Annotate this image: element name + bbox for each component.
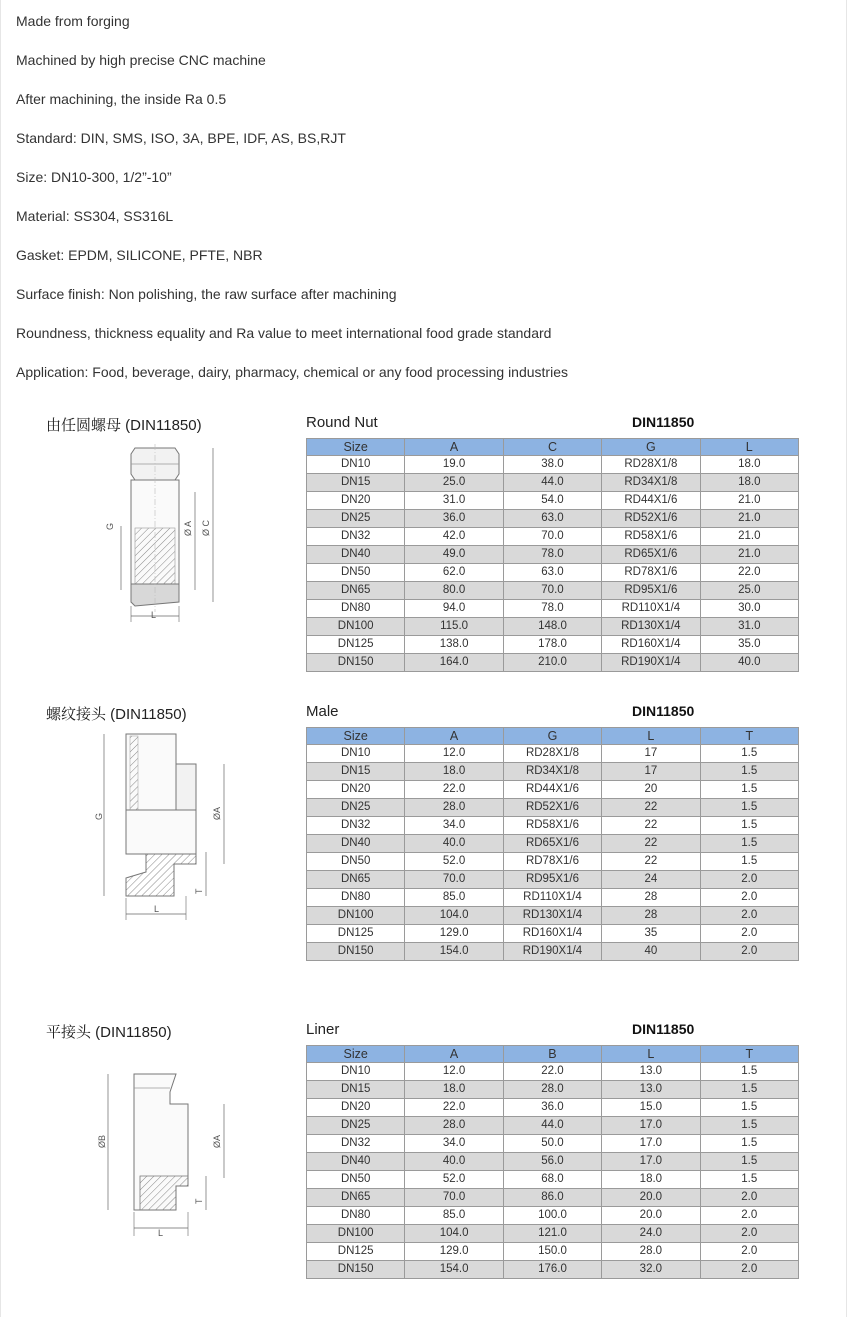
value-cell: 2.0: [700, 889, 798, 907]
value-cell: 121.0: [503, 1225, 601, 1243]
value-cell: 24: [602, 871, 700, 889]
value-cell: 30.0: [700, 600, 798, 618]
value-cell: RD52X1/6: [602, 510, 700, 528]
value-cell: 28: [602, 907, 700, 925]
size-cell: DN32: [307, 528, 405, 546]
spec-line-size: Size: DN10-300, 1/2”-10”: [16, 169, 172, 185]
value-cell: 17: [602, 745, 700, 763]
value-cell: 1.5: [700, 799, 798, 817]
round-nut-label-c: Ø C: [201, 519, 211, 536]
size-cell: DN80: [307, 889, 405, 907]
value-cell: 86.0: [503, 1189, 601, 1207]
size-cell: DN32: [307, 1135, 405, 1153]
value-cell: 54.0: [503, 492, 601, 510]
table-header-row: [307, 1046, 799, 1063]
table-row: [307, 1135, 799, 1153]
value-cell: 44.0: [503, 1117, 601, 1135]
value-cell: 40.0: [405, 835, 503, 853]
value-cell: 78.0: [503, 546, 601, 564]
liner-label-t: T: [194, 1198, 204, 1204]
value-cell: 25.0: [700, 582, 798, 600]
value-cell: RD44X1/6: [602, 492, 700, 510]
value-cell: 68.0: [503, 1171, 601, 1189]
male-title-cn: 螺纹接头 (DIN11850): [46, 706, 187, 723]
table-row: [307, 745, 799, 763]
value-cell: 148.0: [503, 618, 601, 636]
value-cell: 138.0: [405, 636, 503, 654]
value-cell: 12.0: [405, 1063, 503, 1081]
value-cell: 150.0: [503, 1243, 601, 1261]
liner-title-cn: 平接头 (DIN11850): [46, 1024, 172, 1041]
value-cell: 22.0: [700, 564, 798, 582]
table-row: [307, 1153, 799, 1171]
value-cell: 115.0: [405, 618, 503, 636]
size-cell: DN20: [307, 781, 405, 799]
value-cell: 100.0: [503, 1207, 601, 1225]
value-cell: RD65X1/6: [503, 835, 601, 853]
value-cell: 28.0: [503, 1081, 601, 1099]
column-header: A: [405, 728, 503, 745]
value-cell: 18.0: [405, 763, 503, 781]
size-cell: DN100: [307, 618, 405, 636]
size-cell: DN65: [307, 582, 405, 600]
value-cell: 1.5: [700, 835, 798, 853]
liner-label-l: L: [158, 1228, 164, 1238]
value-cell: 2.0: [700, 1225, 798, 1243]
size-cell: DN40: [307, 546, 405, 564]
table-header-row: [307, 439, 799, 456]
liner-drawing: [92, 1068, 242, 1243]
value-cell: 104.0: [405, 1225, 503, 1243]
value-cell: 129.0: [405, 925, 503, 943]
round-nut-label-a: Ø A: [183, 520, 193, 536]
male-label-a: ØA: [212, 806, 222, 820]
size-cell: DN15: [307, 1081, 405, 1099]
value-cell: 13.0: [602, 1081, 700, 1099]
liner-label-b: ØB: [97, 1134, 107, 1148]
value-cell: 13.0: [602, 1063, 700, 1081]
value-cell: RD190X1/4: [503, 943, 601, 961]
value-cell: 17: [602, 763, 700, 781]
value-cell: RD110X1/4: [503, 889, 601, 907]
value-cell: 50.0: [503, 1135, 601, 1153]
value-cell: 35: [602, 925, 700, 943]
value-cell: 15.0: [602, 1099, 700, 1117]
value-cell: 164.0: [405, 654, 503, 672]
value-cell: 210.0: [503, 654, 601, 672]
value-cell: 78.0: [503, 600, 601, 618]
value-cell: RD44X1/6: [503, 781, 601, 799]
round-nut-title-en: Round Nut: [306, 414, 378, 431]
size-cell: DN40: [307, 1153, 405, 1171]
value-cell: 1.5: [700, 1099, 798, 1117]
table-row: [307, 907, 799, 925]
spec-line-material: Material: SS304, SS316L: [16, 208, 174, 224]
male-label-g: G: [94, 812, 104, 820]
table-row: [307, 456, 799, 474]
value-cell: 17.0: [602, 1117, 700, 1135]
value-cell: RD160X1/4: [503, 925, 601, 943]
male-title-en: Male: [306, 703, 339, 720]
value-cell: 31.0: [700, 618, 798, 636]
value-cell: 38.0: [503, 456, 601, 474]
value-cell: 19.0: [405, 456, 503, 474]
value-cell: 34.0: [405, 817, 503, 835]
round-nut-standard: DIN11850: [632, 414, 695, 430]
value-cell: 35.0: [700, 636, 798, 654]
value-cell: 2.0: [700, 1261, 798, 1279]
value-cell: RD52X1/6: [503, 799, 601, 817]
table-row: [307, 781, 799, 799]
value-cell: 80.0: [405, 582, 503, 600]
size-cell: DN20: [307, 1099, 405, 1117]
column-header: Size: [307, 728, 405, 745]
value-cell: 28.0: [405, 1117, 503, 1135]
round-nut-title-cn: 由任圆螺母 (DIN11850): [46, 417, 202, 434]
size-cell: DN125: [307, 1243, 405, 1261]
value-cell: 32.0: [602, 1261, 700, 1279]
value-cell: 20.0: [602, 1207, 700, 1225]
column-header: L: [700, 439, 798, 456]
size-cell: DN100: [307, 907, 405, 925]
column-header: Size: [307, 439, 405, 456]
value-cell: RD190X1/4: [602, 654, 700, 672]
value-cell: 2.0: [700, 925, 798, 943]
size-cell: DN10: [307, 456, 405, 474]
value-cell: RD160X1/4: [602, 636, 700, 654]
table-row: [307, 600, 799, 618]
value-cell: 1.5: [700, 745, 798, 763]
value-cell: 21.0: [700, 510, 798, 528]
value-cell: 28.0: [602, 1243, 700, 1261]
table-row: [307, 492, 799, 510]
size-cell: DN150: [307, 1261, 405, 1279]
value-cell: 129.0: [405, 1243, 503, 1261]
value-cell: 154.0: [405, 943, 503, 961]
value-cell: RD58X1/6: [602, 528, 700, 546]
value-cell: 40: [602, 943, 700, 961]
value-cell: 40.0: [405, 1153, 503, 1171]
size-cell: DN65: [307, 871, 405, 889]
male-label-l: L: [154, 904, 160, 914]
column-header: A: [405, 439, 503, 456]
size-cell: DN10: [307, 745, 405, 763]
value-cell: 22: [602, 853, 700, 871]
value-cell: 85.0: [405, 1207, 503, 1225]
table-row: [307, 654, 799, 672]
value-cell: 22.0: [503, 1063, 601, 1081]
value-cell: 40.0: [700, 654, 798, 672]
table-row: [307, 564, 799, 582]
value-cell: 20.0: [602, 1189, 700, 1207]
value-cell: 21.0: [700, 528, 798, 546]
size-cell: DN20: [307, 492, 405, 510]
value-cell: RD34X1/8: [602, 474, 700, 492]
spec-line-forging: Made from forging: [16, 13, 130, 29]
value-cell: 31.0: [405, 492, 503, 510]
value-cell: RD130X1/4: [602, 618, 700, 636]
spec-line-machining: Machined by high precise CNC machine: [16, 52, 266, 68]
table-row: [307, 1117, 799, 1135]
size-cell: DN32: [307, 817, 405, 835]
spec-line-roundness: Roundness, thickness equality and Ra value to meet international food grade standard: [16, 325, 552, 341]
value-cell: 12.0: [405, 745, 503, 763]
value-cell: 85.0: [405, 889, 503, 907]
value-cell: 28: [602, 889, 700, 907]
value-cell: RD95X1/6: [602, 582, 700, 600]
size-cell: DN15: [307, 763, 405, 781]
table-row: [307, 636, 799, 654]
male-table: [306, 727, 799, 961]
table-row: [307, 799, 799, 817]
round-nut-table: [306, 438, 799, 672]
value-cell: 176.0: [503, 1261, 601, 1279]
table-row: [307, 871, 799, 889]
value-cell: 24.0: [602, 1225, 700, 1243]
value-cell: RD34X1/8: [503, 763, 601, 781]
spec-line-standard: Standard: DIN, SMS, ISO, 3A, BPE, IDF, AS, BS,RJT: [16, 130, 346, 146]
value-cell: 1.5: [700, 817, 798, 835]
male-drawing: [90, 728, 240, 923]
table-row: [307, 763, 799, 781]
value-cell: 1.5: [700, 1063, 798, 1081]
value-cell: 22: [602, 835, 700, 853]
table-row: [307, 582, 799, 600]
size-cell: DN50: [307, 1171, 405, 1189]
size-cell: DN25: [307, 1117, 405, 1135]
table-row: [307, 1261, 799, 1279]
value-cell: 63.0: [503, 564, 601, 582]
value-cell: 178.0: [503, 636, 601, 654]
value-cell: 18.0: [602, 1171, 700, 1189]
table-header-row: [307, 728, 799, 745]
size-cell: DN25: [307, 799, 405, 817]
table-row: [307, 835, 799, 853]
value-cell: 22.0: [405, 1099, 503, 1117]
value-cell: 21.0: [700, 492, 798, 510]
value-cell: 62.0: [405, 564, 503, 582]
size-cell: DN15: [307, 474, 405, 492]
size-cell: DN125: [307, 925, 405, 943]
size-cell: DN150: [307, 654, 405, 672]
column-header: Size: [307, 1046, 405, 1063]
column-header: L: [602, 728, 700, 745]
value-cell: RD110X1/4: [602, 600, 700, 618]
value-cell: 44.0: [503, 474, 601, 492]
table-row: [307, 618, 799, 636]
table-row: [307, 853, 799, 871]
spec-line-gasket: Gasket: EPDM, SILICONE, PFTE, NBR: [16, 247, 263, 263]
value-cell: 2.0: [700, 1207, 798, 1225]
value-cell: 1.5: [700, 1171, 798, 1189]
value-cell: RD95X1/6: [503, 871, 601, 889]
value-cell: 1.5: [700, 853, 798, 871]
table-row: [307, 510, 799, 528]
value-cell: 17.0: [602, 1153, 700, 1171]
value-cell: 1.5: [700, 1081, 798, 1099]
value-cell: 36.0: [503, 1099, 601, 1117]
size-cell: DN100: [307, 1225, 405, 1243]
liner-standard: DIN11850: [632, 1021, 695, 1037]
column-header: G: [602, 439, 700, 456]
value-cell: 22: [602, 817, 700, 835]
value-cell: 2.0: [700, 907, 798, 925]
size-cell: DN40: [307, 835, 405, 853]
value-cell: RD28X1/8: [602, 456, 700, 474]
table-row: [307, 1207, 799, 1225]
size-cell: DN65: [307, 1189, 405, 1207]
spec-line-application: Application: Food, beverage, dairy, pharmacy, chemical or any food processing industries: [16, 364, 568, 380]
size-cell: DN25: [307, 510, 405, 528]
value-cell: 63.0: [503, 510, 601, 528]
value-cell: 42.0: [405, 528, 503, 546]
round-nut-label-l: L: [151, 610, 157, 620]
value-cell: RD65X1/6: [602, 546, 700, 564]
table-row: [307, 1225, 799, 1243]
value-cell: 2.0: [700, 943, 798, 961]
spec-line-surface-finish: Surface finish: Non polishing, the raw surface after machining: [16, 286, 397, 302]
size-cell: DN50: [307, 853, 405, 871]
value-cell: 1.5: [700, 1153, 798, 1171]
table-row: [307, 943, 799, 961]
value-cell: 1.5: [700, 763, 798, 781]
table-row: [307, 1099, 799, 1117]
value-cell: 70.0: [405, 1189, 503, 1207]
liner-title-en: Liner: [306, 1021, 340, 1038]
value-cell: RD78X1/6: [503, 853, 601, 871]
column-header: C: [503, 439, 601, 456]
value-cell: 21.0: [700, 546, 798, 564]
value-cell: 1.5: [700, 781, 798, 799]
value-cell: RD78X1/6: [602, 564, 700, 582]
table-row: [307, 889, 799, 907]
size-cell: DN150: [307, 943, 405, 961]
value-cell: 49.0: [405, 546, 503, 564]
value-cell: 22.0: [405, 781, 503, 799]
value-cell: RD130X1/4: [503, 907, 601, 925]
value-cell: 2.0: [700, 871, 798, 889]
value-cell: 56.0: [503, 1153, 601, 1171]
liner-label-a: ØA: [212, 1134, 222, 1148]
table-row: [307, 528, 799, 546]
value-cell: 18.0: [700, 456, 798, 474]
size-cell: DN80: [307, 600, 405, 618]
liner-table: [306, 1045, 799, 1279]
value-cell: 154.0: [405, 1261, 503, 1279]
value-cell: 18.0: [405, 1081, 503, 1099]
table-row: [307, 546, 799, 564]
value-cell: 2.0: [700, 1189, 798, 1207]
value-cell: 70.0: [503, 582, 601, 600]
table-row: [307, 1063, 799, 1081]
value-cell: 1.5: [700, 1117, 798, 1135]
value-cell: 70.0: [503, 528, 601, 546]
value-cell: 52.0: [405, 853, 503, 871]
table-row: [307, 817, 799, 835]
table-row: [307, 474, 799, 492]
value-cell: RD28X1/8: [503, 745, 601, 763]
male-label-t: T: [194, 888, 204, 894]
column-header: T: [700, 1046, 798, 1063]
column-header: T: [700, 728, 798, 745]
value-cell: 20: [602, 781, 700, 799]
value-cell: 34.0: [405, 1135, 503, 1153]
size-cell: DN50: [307, 564, 405, 582]
column-header: A: [405, 1046, 503, 1063]
round-nut-drawing: [95, 440, 235, 630]
table-row: [307, 925, 799, 943]
value-cell: 25.0: [405, 474, 503, 492]
size-cell: DN10: [307, 1063, 405, 1081]
table-row: [307, 1189, 799, 1207]
value-cell: 52.0: [405, 1171, 503, 1189]
column-header: G: [503, 728, 601, 745]
column-header: L: [602, 1046, 700, 1063]
male-standard: DIN11850: [632, 703, 695, 719]
value-cell: 1.5: [700, 1135, 798, 1153]
size-cell: DN125: [307, 636, 405, 654]
table-row: [307, 1171, 799, 1189]
value-cell: 18.0: [700, 474, 798, 492]
value-cell: 22: [602, 799, 700, 817]
value-cell: 28.0: [405, 799, 503, 817]
table-row: [307, 1243, 799, 1261]
value-cell: RD58X1/6: [503, 817, 601, 835]
spec-line-roughness: After machining, the inside Ra 0.5: [16, 91, 227, 107]
size-cell: DN80: [307, 1207, 405, 1225]
round-nut-label-g: G: [105, 522, 115, 530]
table-row: [307, 1081, 799, 1099]
value-cell: 70.0: [405, 871, 503, 889]
value-cell: 36.0: [405, 510, 503, 528]
value-cell: 17.0: [602, 1135, 700, 1153]
value-cell: 2.0: [700, 1243, 798, 1261]
column-header: B: [503, 1046, 601, 1063]
value-cell: 94.0: [405, 600, 503, 618]
value-cell: 104.0: [405, 907, 503, 925]
